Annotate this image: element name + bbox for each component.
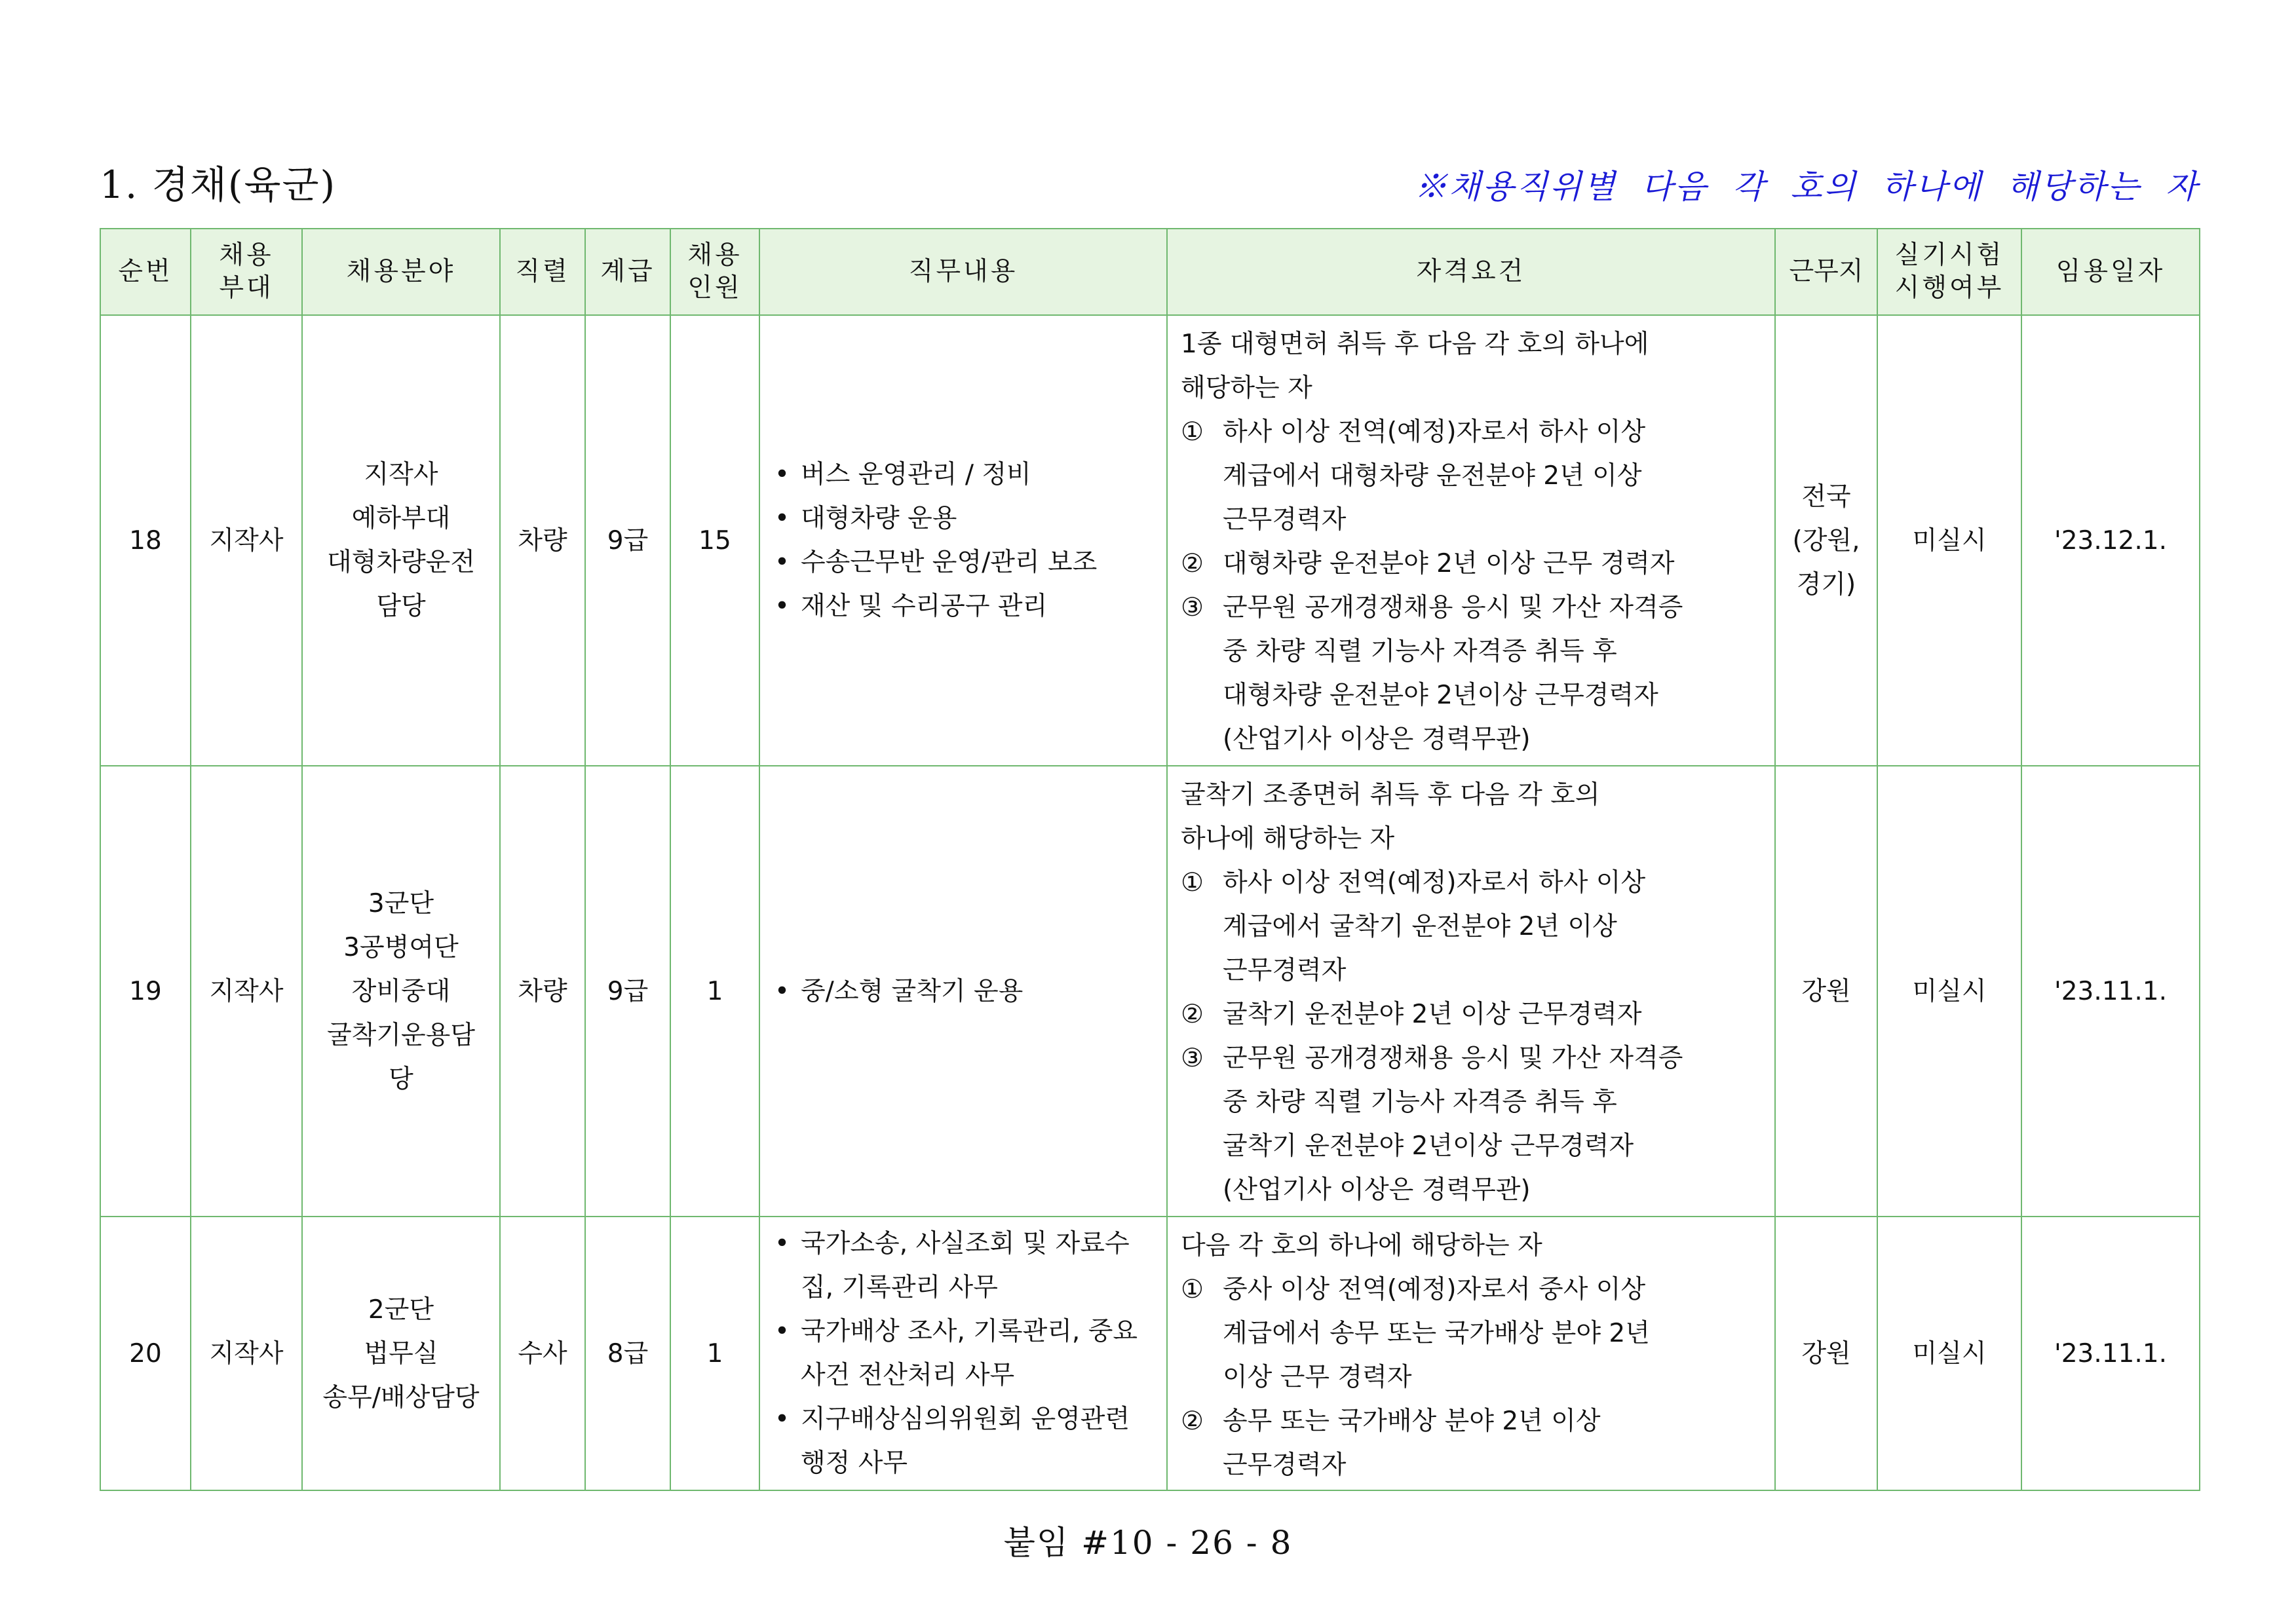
cell-qualification: 굴착기 조종면허 취득 후 다음 각 호의 하나에 해당하는 자 ① 하사 이상 전역(예정)자로서 하사 이상 계급에서 굴착기 운전분야 2년 이상 근무경력자 ② 굴착기 운전분야 2년 이상 근무경력자 ③ 군무원 공개경쟁채용 응시 및 가산 자격증 중 차량 직렬 기능사 자격증 취득 후 굴착기 운전분야 2년이상 근무경력자 (산업기사 이상은 경력무관) <box>1167 766 1775 1217</box>
cell-count: 1 <box>670 766 759 1217</box>
cell-unit: 지작사 <box>191 766 302 1217</box>
header-series: 직렬 <box>500 229 585 315</box>
cell-practical: 미실시 <box>1877 766 2021 1217</box>
header-location: 근무지 <box>1775 229 1877 315</box>
header-seq: 순번 <box>100 229 191 315</box>
cell-series: 차량 <box>500 766 585 1217</box>
cell-qualification: 1종 대형면허 취득 후 다음 각 호의 하나에 해당하는 자 ① 하사 이상 전역(예정)자로서 하사 이상 계급에서 대형차량 운전분야 2년 이상 근무경력자 ② 대형차량 운전분야 2년 이상 근무 경력자 ③ 군무원 공개경쟁채용 응시 및 가산 자격증 중 차량 직렬 기능사 자격증 취득 후 대형차량 운전분야 2년이상 근무경력자 (산업기사 이상은 경력무관) <box>1167 315 1775 766</box>
header-field: 채용분야 <box>302 229 500 315</box>
table-row <box>100 1217 2200 1490</box>
header-grade: 계급 <box>585 229 670 315</box>
cell-grade: 9급 <box>585 766 670 1217</box>
table-row <box>100 315 2200 766</box>
header-unit: 채용 부대 <box>191 229 302 315</box>
cell-practical: 미실시 <box>1877 315 2021 766</box>
cell-seq: 18 <box>100 315 191 766</box>
section-title: 1. 경채(육군) <box>100 162 337 207</box>
qualification-item: ① 하사 이상 전역(예정)자로서 하사 이상 <box>1181 868 1646 897</box>
duty-item: • 국가소송, 사실조회 및 자료수집, 기록관리 사무 <box>775 1222 1155 1310</box>
header-qualification: 자격요건 <box>1167 229 1775 315</box>
cell-practical: 미실시 <box>1877 1217 2021 1490</box>
cell-grade: 8급 <box>585 1217 670 1490</box>
duty-item: • 재산 및 수리공구 관리 <box>775 584 1166 628</box>
duty-item: • 버스 운영관리 / 정비 <box>775 453 1166 497</box>
cell-duty <box>759 1217 1167 1490</box>
header-appointment: 임용일자 <box>2021 229 2200 315</box>
duty-item: • 수송근무반 운영/관리 보조 <box>775 540 1166 584</box>
qualification-item: ② 대형차량 운전분야 2년 이상 근무 경력자 <box>1181 549 1675 578</box>
cell-field: 3군단 3공병여단 장비중대 굴착기운용담 당 <box>302 766 500 1217</box>
cell-count: 15 <box>670 315 759 766</box>
cell-series: 차량 <box>500 315 585 766</box>
cell-series: 수사 <box>500 1217 585 1490</box>
header-practical: 실기시험 시행여부 <box>1877 229 2021 315</box>
duty-item: • 지구배상심의위원회 운영관련 행정 사무 <box>775 1397 1155 1485</box>
page-footer: 붙임 #10 - 26 - 8 <box>1003 1524 1293 1562</box>
cell-field: 지작사 예하부대 대형차량운전 담당 <box>302 315 500 766</box>
cell-location: 강원 <box>1775 766 1877 1217</box>
cell-unit: 지작사 <box>191 1217 302 1490</box>
header-count: 채용 인원 <box>670 229 759 315</box>
cell-appointment: '23.11.1. <box>2021 1217 2200 1490</box>
cell-field: 2군단 법무실 송무/배상담당 <box>302 1217 500 1490</box>
duty-item: • 중/소형 굴착기 운용 <box>775 970 1166 1013</box>
cell-location: 전국 (강원, 경기) <box>1775 315 1877 766</box>
cell-appointment: '23.11.1. <box>2021 766 2200 1217</box>
duty-item: • 대형차량 운용 <box>775 497 1166 540</box>
cell-seq: 20 <box>100 1217 191 1490</box>
cell-duty <box>759 315 1167 766</box>
cell-duty <box>759 766 1167 1217</box>
qualification-item: ① 하사 이상 전역(예정)자로서 하사 이상 <box>1181 417 1646 447</box>
header-duty: 직무내용 <box>759 229 1167 315</box>
qualification-item: ③ 군무원 공개경쟁채용 응시 및 가산 자격증 <box>1181 593 1683 622</box>
duty-item: • 국가배상 조사, 기록관리, 중요사건 전산처리 사무 <box>775 1310 1155 1397</box>
cell-seq: 19 <box>100 766 191 1217</box>
cell-grade: 9급 <box>585 315 670 766</box>
cell-appointment: '23.12.1. <box>2021 315 2200 766</box>
qualification-item: ② 송무 또는 국가배상 분야 2년 이상 <box>1181 1407 1601 1436</box>
eligibility-note: ※채용직위별 다음 각 호의 하나에 해당하는 자 <box>1414 168 2199 206</box>
qualification-item: ③ 군무원 공개경쟁채용 응시 및 가산 자격증 <box>1181 1044 1683 1073</box>
recruitment-table <box>100 228 2200 1491</box>
cell-unit: 지작사 <box>191 315 302 766</box>
cell-qualification: 다음 각 호의 하나에 해당하는 자 ① 중사 이상 전역(예정)자로서 중사 이상 계급에서 송무 또는 국가배상 분야 2년 이상 근무 경력자 ② 송무 또는 국가배상 분야 2년 이상 근무경력자 <box>1167 1217 1775 1490</box>
table-header-row <box>100 229 2200 315</box>
cell-location: 강원 <box>1775 1217 1877 1490</box>
cell-count: 1 <box>670 1217 759 1490</box>
qualification-item: ① 중사 이상 전역(예정)자로서 중사 이상 <box>1181 1275 1646 1304</box>
table-row <box>100 766 2200 1217</box>
qualification-item: ② 굴착기 운전분야 2년 이상 근무경력자 <box>1181 1000 1642 1029</box>
